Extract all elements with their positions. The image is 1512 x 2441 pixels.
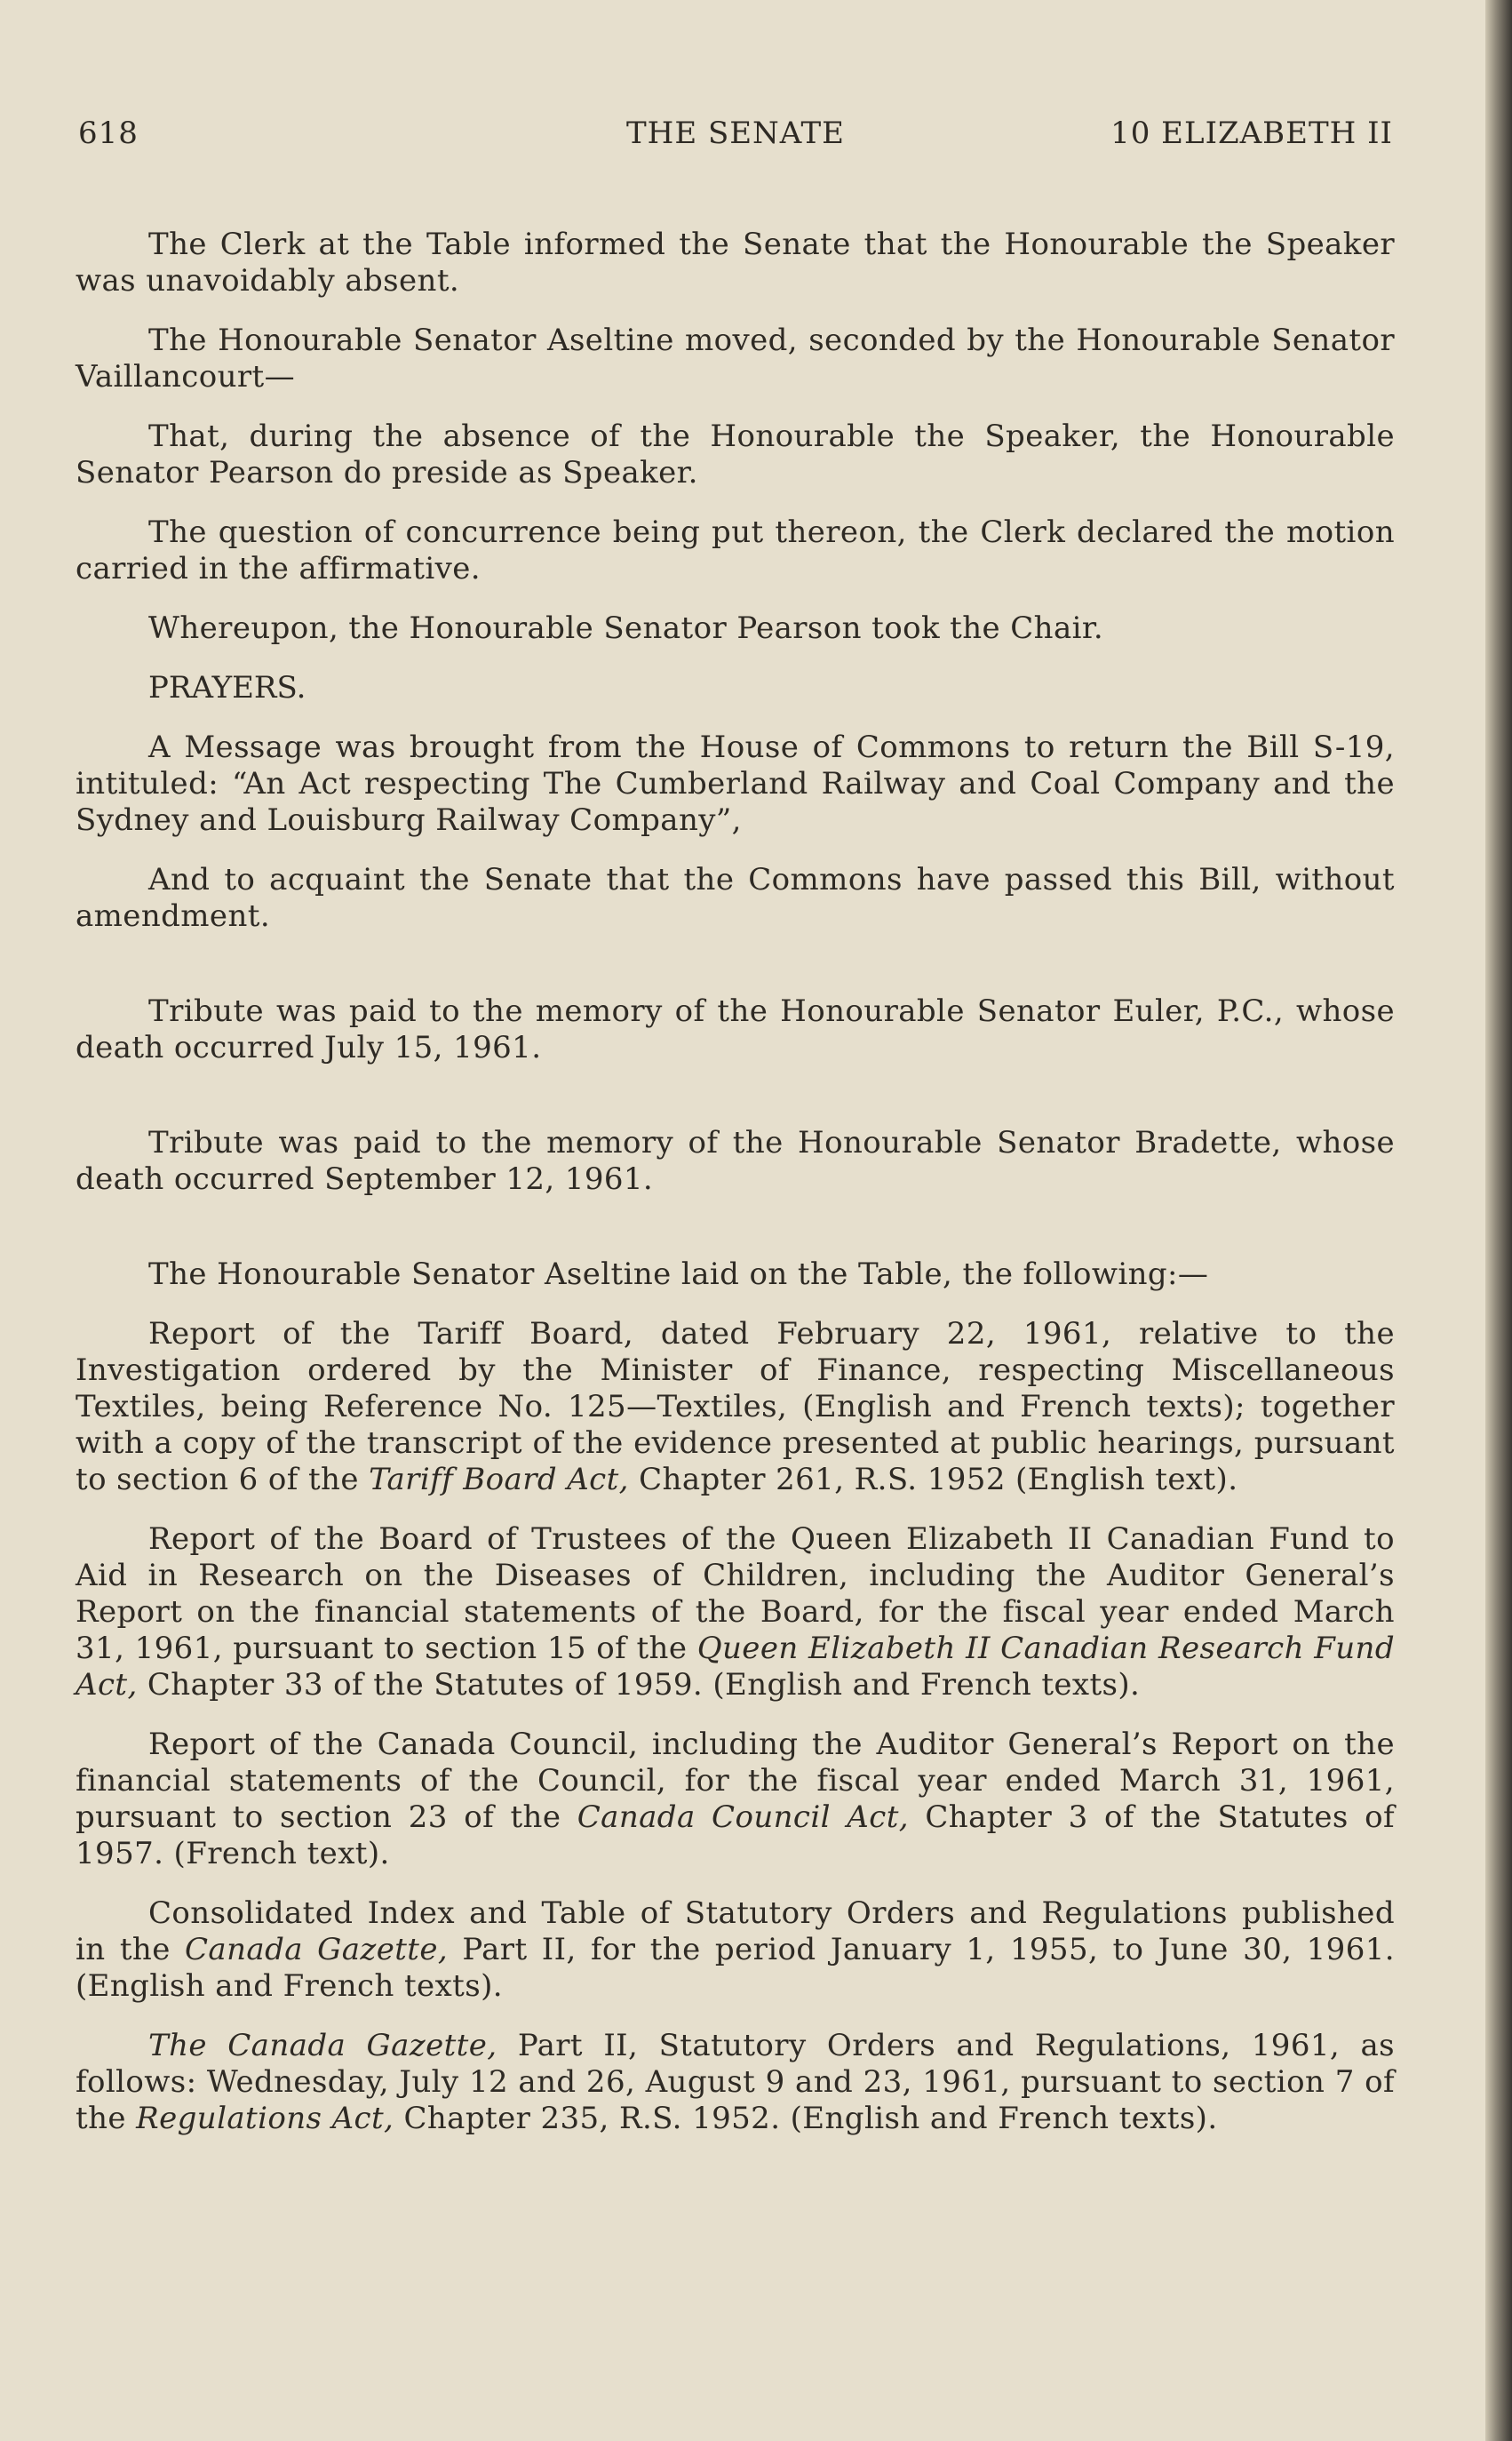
act-title: Queen Elizabeth II Canadian Research Fund Act,: [76, 1631, 1396, 1703]
paragraph-trustees-report: [76, 1521, 1395, 1703]
paragraph-consolidated-index: [76, 1895, 1395, 2005]
regnal-year: 10 ELIZABETH II: [1110, 116, 1393, 151]
paragraph-motion-text: That, during the absence of the Honourable the Speaker, the Honourable Senator Pearson do preside as Speaker.: [76, 419, 1395, 491]
text-run: Part II, Statutory Orders and Regulations, 1961, as follows: Wednesday, July 12 and 26, August 9 and 23, 1961, pursuant to section 7 of the: [76, 2028, 1395, 2136]
act-title: Regulations Act,: [136, 2101, 394, 2136]
journal-body: [76, 227, 1395, 2137]
paragraph-canada-council-report: [76, 1727, 1395, 1872]
text-run: Consolidated Index and Table of Statutory Orders and Regulations published in the: [76, 1895, 1395, 1967]
text-run: Chapter 33 of the Statutes of 1959. (English and French texts).: [137, 1667, 1141, 1703]
paragraph-bill-passed: And to acquaint the Senate that the Commons have passed this Bill, without amendment.: [76, 862, 1395, 934]
paragraph-took-chair: Whereupon, the Honourable Senator Pearson took the Chair.: [148, 610, 1104, 646]
page-header: [78, 116, 1393, 160]
paragraph-tribute-euler: Tribute was paid to the memory of the Honourable Senator Euler, P.C., whose death occurred July 15, 1961.: [76, 993, 1395, 1065]
page-number: 618: [78, 116, 139, 151]
paragraph-tariff-report: [76, 1316, 1395, 1498]
act-title: Canada Council Act,: [577, 1799, 909, 1835]
text-run: Report of the Tariff Board, dated February 22, 1961, relative to the Investigation ordered by the Minister of Finance, respecting Miscellaneous Textiles, being Reference No. 125—Textiles, (English and French texts); together with a copy of the transcript of the evidence presented at public hearings, pursuant to section 6 of the: [76, 1316, 1395, 1497]
paragraph-canada-gazette: [76, 2028, 1395, 2137]
book-spine-shadow: [1485, 0, 1512, 2441]
publication-title: Canada Gazette,: [185, 1932, 449, 1967]
act-title: Tariff Board Act,: [369, 1462, 629, 1497]
text-run: Chapter 261, R.S. 1952 (English text).: [628, 1462, 1238, 1497]
publication-title: The Canada Gazette,: [148, 2028, 497, 2063]
prayers-heading: PRAYERS.: [148, 670, 306, 706]
text-run: Chapter 235, R.S. 1952. (English and French texts).: [394, 2101, 1218, 2136]
paragraph-commons-message: A Message was brought from the House of Commons to return the Bill S-19, intituled: “An Act respecting The Cumberland Railway and Coal Company and the Sydney and Louisburg Railway Company”,: [76, 730, 1395, 838]
text-run: Report of the Canada Council, including the Auditor General’s Report on the financial statements of the Council, for the fiscal year ended March 31, 1961, pursuant to section 23 of the: [76, 1727, 1395, 1835]
text-run: Chapter 3 of the Statutes of 1957. (French text).: [76, 1799, 1396, 1871]
paragraph-motion: The Honourable Senator Aseltine moved, seconded by the Honourable Senator Vaillancourt—: [76, 323, 1395, 395]
text-run: Report of the Board of Trustees of the Queen Elizabeth II Canadian Fund to Aid in Research on the Diseases of Children, including the Auditor General’s Report on the financial statements of the Board, for the fiscal year ended March 31, 1961, pursuant to section 15 of the: [76, 1521, 1395, 1666]
paragraph-tribute-bradette: Tribute was paid to the memory of the Honourable Senator Bradette, whose death occurred September 12, 1961.: [76, 1125, 1395, 1197]
paragraph-concurrence: The question of concurrence being put thereon, the Clerk declared the motion carried in the affirmative.: [76, 515, 1395, 586]
paragraph-speaker-absent: The Clerk at the Table informed the Senate that the Honourable the Speaker was unavoidably absent.: [76, 227, 1395, 299]
text-run: Part II, for the period January 1, 1955, to June 30, 1961. (English and French texts).: [76, 1932, 1395, 2004]
page-title: THE SENATE: [625, 116, 845, 151]
paragraph-laid-on-table: The Honourable Senator Aseltine laid on the Table, the following:—: [148, 1256, 1209, 1292]
